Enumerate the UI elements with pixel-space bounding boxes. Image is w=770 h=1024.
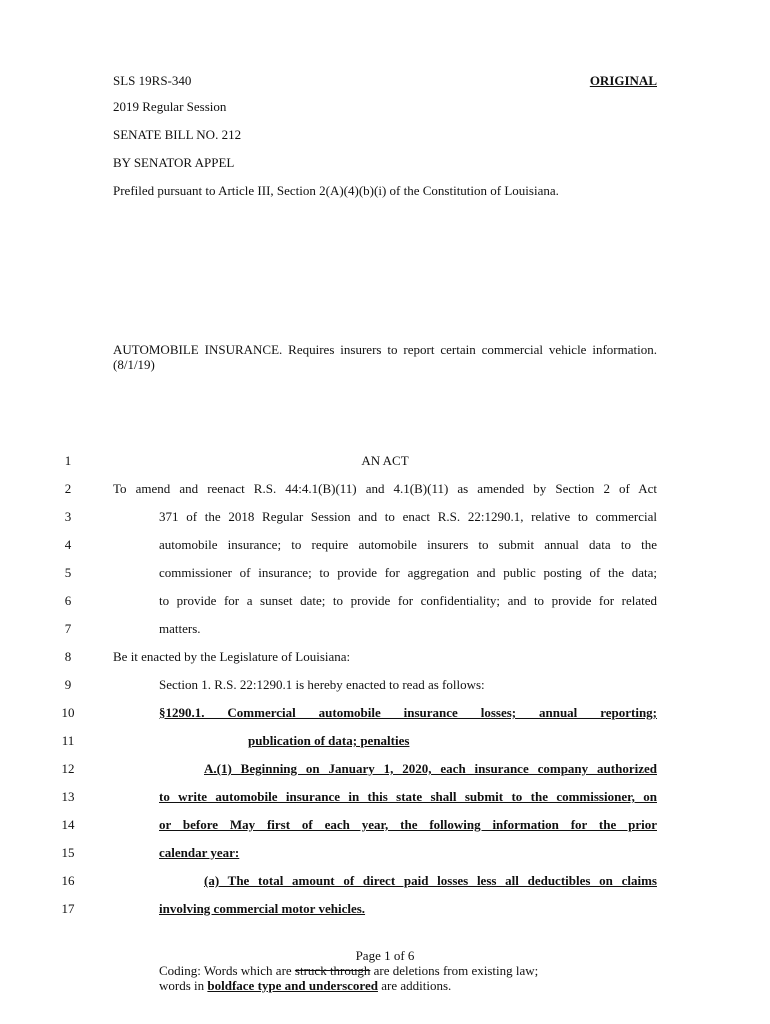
- line-number: 16: [61, 873, 75, 888]
- coding-mid: are deletions from existing law;: [370, 963, 539, 978]
- line-number: 17: [61, 901, 75, 916]
- struck-example: struck through: [294, 963, 371, 978]
- body-line: 371 of the 2018 Regular Session and to enact R.S. 22:1290.1, relative to commercial: [159, 509, 657, 524]
- bill-summary: AUTOMOBILE INSURANCE. Requires insurers to report certain commercial vehicle information. (8/1/19): [113, 342, 657, 372]
- coding-prefix: Coding: Words which are: [159, 963, 295, 978]
- body-line: to provide for a sunset date; to provide for confidentiality; and to provide for related: [159, 593, 657, 608]
- added-line: involving commercial motor vehicles.: [159, 901, 366, 916]
- line-number: 9: [64, 677, 72, 692]
- line-number: 10: [61, 705, 75, 720]
- line-number: 3: [64, 509, 72, 524]
- body-line: To amend and reenact R.S. 44:4.1(B)(11) and 4.1(B)(11) as amended by Section 2 of Act: [113, 481, 657, 496]
- line-number: 13: [61, 789, 75, 804]
- coding-legend-2: [159, 978, 451, 994]
- body-line: commissioner of insurance; to provide for aggregation and public posting of the data;: [159, 565, 657, 580]
- session-label: 2019 Regular Session: [113, 99, 227, 114]
- section-heading-cont: publication of data; penalties: [248, 733, 410, 748]
- line-number: 1: [64, 453, 72, 468]
- act-title: AN ACT: [361, 453, 409, 468]
- line-number: 6: [64, 593, 72, 608]
- page-number: Page 1 of 6: [355, 948, 415, 963]
- section-heading: §1290.1. Commercial automobile insurance losses; annual reporting;: [159, 705, 657, 720]
- line-number: 11: [61, 733, 75, 748]
- added-line: (a) The total amount of direct paid losses less all deductibles on claims: [204, 873, 657, 888]
- bold-example: boldface type and underscored: [207, 978, 378, 993]
- line-number: 15: [61, 845, 75, 860]
- bill-number: SENATE BILL NO. 212: [113, 127, 242, 142]
- coding-legend: [159, 963, 538, 979]
- bill-author: BY SENATOR APPEL: [113, 155, 235, 170]
- line-number: 14: [61, 817, 75, 832]
- prefiled-notice: Prefiled pursuant to Article III, Section 2(A)(4)(b)(i) of the Constitution of Louisiana.: [113, 183, 559, 198]
- added-line: A.(1) Beginning on January 1, 2020, each insurance company authorized: [204, 761, 657, 776]
- added-line: calendar year:: [159, 845, 240, 860]
- added-line: to write automobile insurance in this state shall submit to the commissioner, on: [159, 789, 657, 804]
- line-number: 4: [64, 537, 72, 552]
- added-line: or before May first of each year, the following information for the prior: [159, 817, 657, 832]
- status-label: ORIGINAL: [589, 73, 657, 88]
- body-line: automobile insurance; to require automobile insurers to submit annual data to the: [159, 537, 657, 552]
- body-line: matters.: [159, 621, 201, 636]
- line-number: 5: [64, 565, 72, 580]
- words-in: words in: [159, 978, 208, 993]
- bill-code: SLS 19RS-340: [113, 73, 192, 88]
- line-number: 7: [64, 621, 72, 636]
- line-number: 2: [64, 481, 72, 496]
- line-number: 12: [61, 761, 75, 776]
- additions-text: are additions.: [377, 978, 452, 993]
- section-intro: Section 1. R.S. 22:1290.1 is hereby enacted to read as follows:: [159, 677, 485, 692]
- enacting-clause: Be it enacted by the Legislature of Louisiana:: [113, 649, 351, 664]
- line-number: 8: [64, 649, 72, 664]
